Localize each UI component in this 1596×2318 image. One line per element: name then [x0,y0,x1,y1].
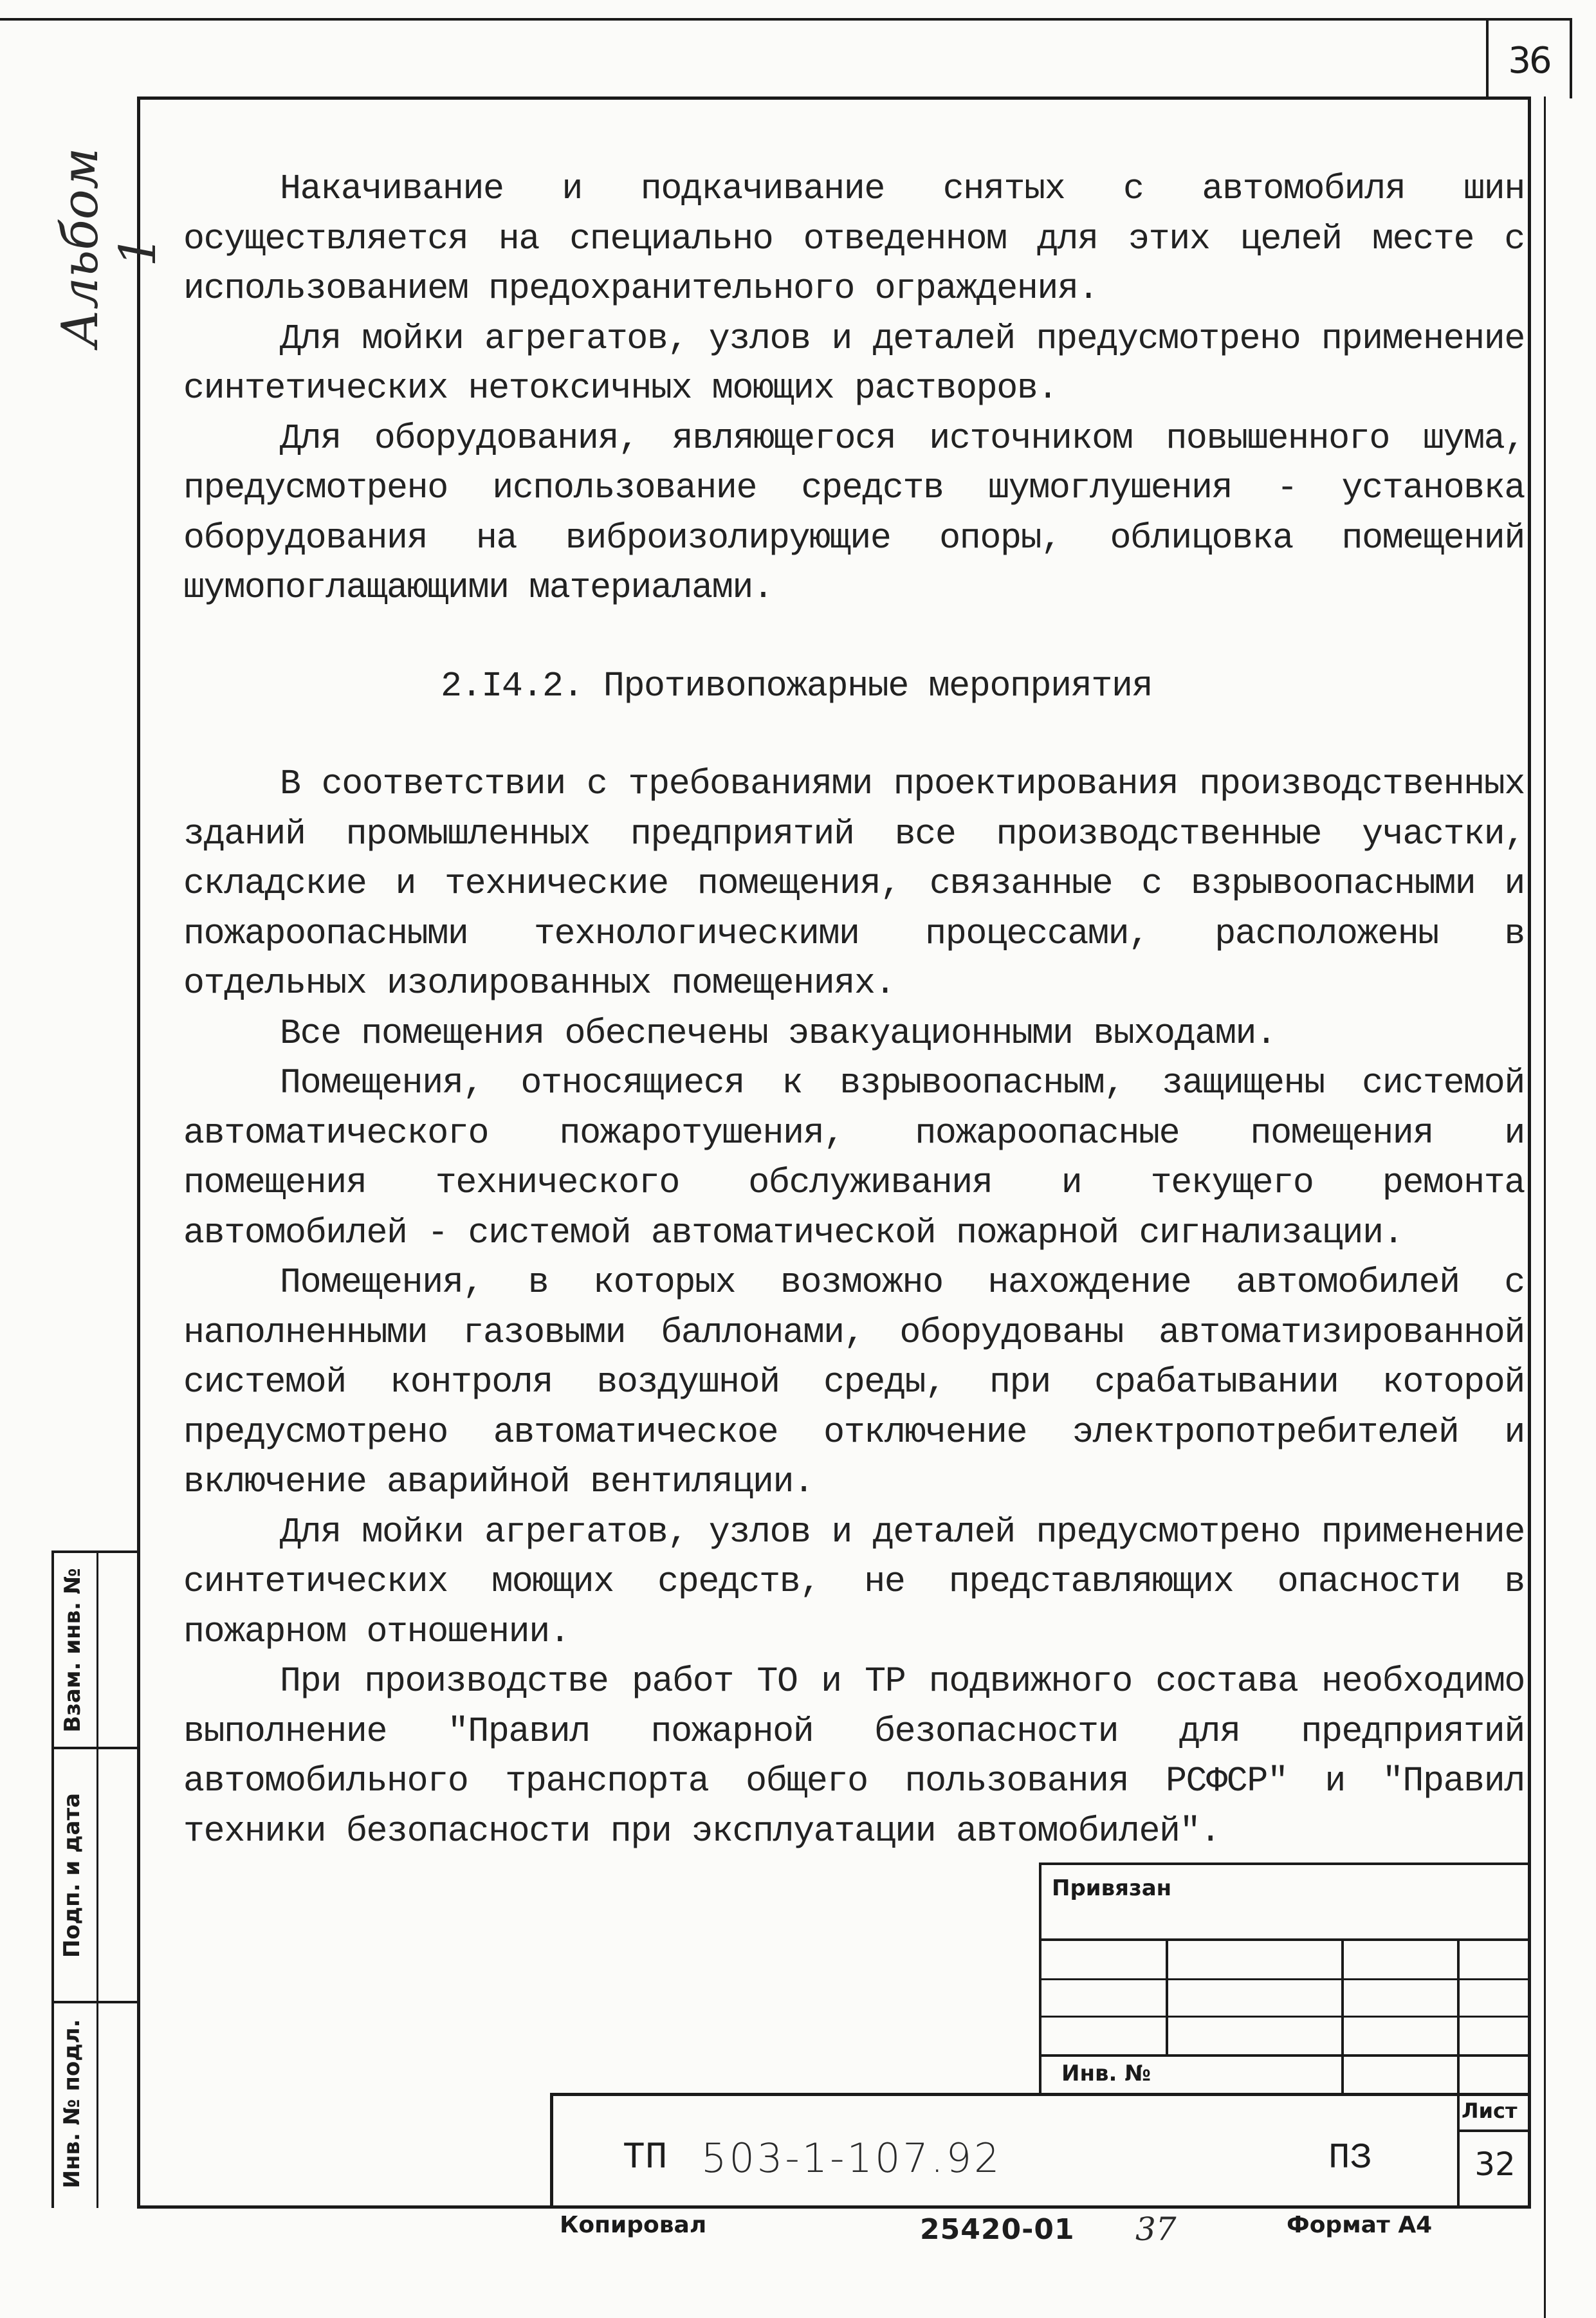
margin-strip-left [51,1550,54,2208]
paragraph: В соответствии с требованиями проектирования производственных зданий промышленных предприятий все производственные участки, складские и технические помещения, связанные с взрывоопасными и пожароопасными технологическими процессами, расположены в отдельных изолированных помещениях. [183,764,1525,1004]
paragraph: Все помещения обеспечены эвакуационными выходами. [280,1013,1276,1054]
album-handwritten-note: Альбом 1 [51,147,167,347]
stamp-list-label: Лист [1462,2099,1518,2123]
paragraph: Накачивание и подкачивание снятых с автомобиля шин осуществляется на специально отведенном для этих целей месте с использованием предохранительного ограждения. [183,169,1525,309]
stamp-list-divider [1457,2129,1531,2132]
stamp-upper-col3 [1457,1938,1460,2093]
paragraph: Помещения, в которых возможно нахождение автомобилей с наполненными газовыми баллонами, оборудованы автоматизированной системой контроля воздушной среды, при срабатывании которой предусмотрено автоматическое отключение электропотребителей и включение аварийной вентиляции. [183,1262,1525,1502]
stamp-upper-top [1039,1863,1531,1865]
margin-vzam-inv: Взам. инв. № [60,1568,86,1733]
stamp-list-col [1457,2093,1460,2207]
footer-sheet-total: 37 [1135,2211,1177,2248]
stamp-privyazan-label: Привязан [1052,1875,1172,1901]
paragraph: Для оборудования, являющегося источником повышенного шума, предусмотрено использование средств шумоглушения - установка оборудования на виброизолирующие опоры, облицовка помещений шумопоглащающими материалами. [183,418,1525,608]
stamp-lower-left [550,2093,553,2207]
paragraph: Для мойки агрегатов, узлов и деталей предусмотрено применение синтетических нетоксичных моющих растворов. [183,318,1525,409]
margin-podp-data: Подп. и дата [59,1792,85,1958]
footer-format-label: Формат А4 [1287,2212,1433,2238]
frame-left [137,97,140,2207]
top-border-line [0,18,1486,21]
margin-strip-inner [96,1550,98,2208]
frame-top [138,97,1531,100]
page-number-box-top [1486,18,1572,21]
stamp-upper-col2 [1341,1938,1344,2093]
stamp-doc-type: ПЗ [1328,2137,1372,2178]
margin-inv-podl: Инв. № подл. [59,2019,85,2189]
paragraph: При производстве работ ТО и ТР подвижного состава необходимо выполнение "Правил пожарной безопасности для предприятий автомобильного транспорта общего пользования РСФСР" и "Правил техники безопасности при эксплуатации автомобилей". [183,1661,1525,1852]
paragraph: Для мойки агрегатов, узлов и деталей предусмотрено применение синтетических моющих средств, не представляющих опасности в пожарном отношении. [183,1511,1525,1652]
stamp-doc-code: ТП [623,2137,668,2179]
margin-strip-top [51,1550,138,1553]
margin-divider-1 [51,1747,138,1749]
margin-divider-2 [51,2001,138,2003]
footer-order-number: 25420-01 [920,2213,1075,2246]
page-number: 36 [1508,40,1550,82]
stamp-sheet-number: 32 [1474,2146,1516,2183]
stamp-lower-top [550,2093,1531,2096]
page-number-box-right [1570,18,1572,98]
frame-right [1528,97,1531,2208]
document-body [183,164,1525,1856]
stamp-doc-number: 503-1-107.92 [701,2135,1002,2182]
section-heading: 2.I4.2. Противопожарные мероприятия [441,665,1153,706]
stamp-inv-no-label: Инв. № [1061,2061,1151,2086]
stamp-upper-col1 [1166,1938,1168,2054]
outer-right-edge [1544,97,1546,2318]
paragraph: Помещения, относящиеся к взрывоопасным, защищены системой автоматического пожаротушения, пожароопасные помещения и помещения технического обслуживания и текущего ремонта автомобилей - системой автоматической пожарной сигнализации. [183,1063,1525,1253]
frame-bottom [137,2205,1531,2209]
footer-copied-label: Копировал [560,2212,707,2238]
